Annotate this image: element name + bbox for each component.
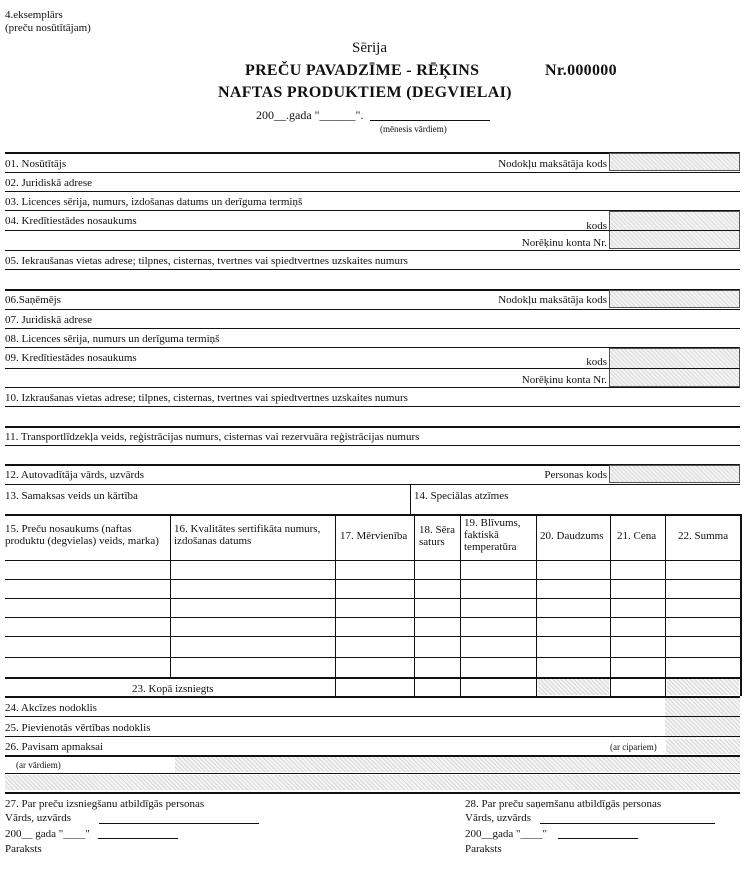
receiver-signature-label: Paraksts <box>465 843 502 855</box>
total-label: 23. Kopā izsniegts <box>132 683 214 695</box>
table-row <box>5 617 740 618</box>
receiver-account-label: Norēķinu konta Nr. <box>521 374 607 386</box>
divider <box>5 172 740 173</box>
payment-field[interactable]: 13. Samaksas veids un kārtība <box>5 490 138 502</box>
personal-code-box[interactable] <box>609 465 740 483</box>
sender-tax-code-box[interactable] <box>609 153 740 171</box>
document-subtitle: NAFTAS PRODUKTIEM (DEGVIELAI) <box>218 84 512 101</box>
vat-field[interactable]: 25. Pievienotās vērtības nodoklis <box>5 722 151 734</box>
receiver-unloading-field[interactable]: 10. Izkraušanas vietas adrese; tilpnes, cisternas, tvertnes vai spiedtvertnes uzskaites numurs <box>5 392 408 404</box>
divider <box>5 426 740 428</box>
divider <box>414 514 415 696</box>
divider <box>610 514 611 696</box>
special-notes-field[interactable]: 14. Speciālas atzīmes <box>414 490 509 502</box>
divider <box>5 230 740 231</box>
divider <box>5 716 740 717</box>
divider <box>5 445 740 446</box>
tax-values-shaded <box>665 698 740 738</box>
receiver-tax-label: Nodokļu maksātāja kods <box>498 294 607 306</box>
month-hint: (mēnesis vārdiem) <box>380 124 447 134</box>
total-sum-shaded <box>667 679 739 695</box>
receiver-bank-field[interactable]: 09. Kredītiestādes nosaukums <box>5 352 137 364</box>
divider <box>5 560 740 561</box>
divider <box>5 792 740 794</box>
issuer-date: 200__ gada "____" <box>5 828 90 840</box>
sender-account-label: Norēķinu konta Nr. <box>521 237 607 249</box>
series-label: Sērija <box>352 40 387 56</box>
month-underline <box>370 120 490 121</box>
receiver-section-title: 28. Par preču saņemšanu atbildīgās personas <box>465 798 662 810</box>
col-sulfur: 18. Sēra saturs <box>419 524 456 548</box>
personal-code-label: Personas kods <box>544 469 607 481</box>
divider <box>460 514 461 696</box>
divider <box>335 514 336 696</box>
sender-license-field[interactable]: 03. Licences sērija, numurs, izdošanas datums un derīguma termiņš <box>5 196 303 208</box>
transport-field[interactable]: 11. Transportlīdzekļa veids, reģistrācijas numurs, cisternas vai rezervuāra reģistrācijas numurs <box>5 431 420 443</box>
divider <box>740 514 742 696</box>
divider <box>5 696 740 698</box>
divider <box>5 484 740 485</box>
sender-tax-label: Nodokļu maksātāja kods <box>498 158 607 170</box>
sender-loading-field[interactable]: 05. Iekraušanas vietas adrese; tilpnes, cisternas, tvertnes vai spiedtvertnes uzskaites numurs <box>5 255 408 267</box>
words-shaded-2 <box>5 775 740 790</box>
col-quantity: 20. Daudzums <box>540 530 604 542</box>
divider <box>5 514 740 516</box>
col-density: 19. Blīvums, faktiskā temperatūra <box>464 517 521 553</box>
document-number: Nr.000000 <box>545 62 617 79</box>
divider <box>410 484 411 514</box>
receiver-name-label: Vārds, uzvārds <box>465 812 531 824</box>
divider <box>5 309 740 310</box>
issuer-signature-label: Paraksts <box>5 843 42 855</box>
excise-tax-field[interactable]: 24. Akcīzes nodoklis <box>5 702 97 714</box>
divider <box>5 269 740 270</box>
issuer-name-input[interactable] <box>99 823 259 824</box>
driver-field[interactable]: 12. Autovadītāja vārds, uzvārds <box>5 469 144 481</box>
sender-name-field[interactable]: 01. Nosūtītājs <box>5 158 67 170</box>
receiver-kods-label: kods <box>586 356 607 368</box>
divider <box>665 514 666 696</box>
table-row <box>5 657 740 658</box>
document-title: PREČU PAVADZĪME - RĒĶINS <box>245 62 480 79</box>
divider <box>5 677 740 679</box>
copy-label: 4.eksemplārs <box>5 9 63 21</box>
col-product: 15. Preču nosaukums (naftas produktu (degvielas) veids, marka) <box>5 523 159 547</box>
divider <box>5 328 740 329</box>
divider <box>5 736 740 737</box>
divider <box>5 368 740 369</box>
digits-shaded <box>666 739 740 754</box>
sender-kods-label: kods <box>586 220 607 232</box>
col-unit: 17. Mērvienība <box>340 530 408 542</box>
col-certificate: 16. Kvalitātes sertifikāta numurs, izdošanas datums <box>174 523 321 547</box>
receiver-license-field[interactable]: 08. Licences sērija, numurs un derīguma termiņš <box>5 333 220 345</box>
copy-recipient: (preču nosūtītājam) <box>5 22 91 34</box>
issuer-section-title: 27. Par preču izsniegšanu atbildīgās personas <box>5 798 205 810</box>
date-line: 200__.gada "______". <box>256 108 364 122</box>
divider <box>5 191 740 192</box>
col-sum: 22. Summa <box>678 530 729 542</box>
receiver-tax-code-box[interactable] <box>609 290 740 308</box>
issuer-name-label: Vārds, uzvārds <box>5 812 71 824</box>
words-shaded <box>175 757 740 772</box>
receiver-date-input[interactable] <box>558 838 638 839</box>
table-row <box>5 636 740 637</box>
in-words-hint: (ar vārdiem) <box>16 760 61 770</box>
col-price: 21. Cena <box>617 530 657 542</box>
table-row <box>5 579 740 580</box>
table-row <box>5 598 740 599</box>
divider <box>5 773 740 774</box>
receiver-name-field[interactable]: 06.Saņēmējs <box>5 294 61 306</box>
divider <box>5 387 740 388</box>
divider <box>536 514 537 696</box>
receiver-date: 200__gada "____" <box>465 828 547 840</box>
receiver-address-field[interactable]: 07. Juridiskā adrese <box>5 314 93 326</box>
total-qty-shaded <box>538 679 609 695</box>
receiver-name-input[interactable] <box>540 823 715 824</box>
total-payment-field[interactable]: 26. Pavisam apmaksai <box>5 741 104 753</box>
sender-bank-field[interactable]: 04. Kredītiestādes nosaukums <box>5 215 137 227</box>
divider <box>5 250 740 251</box>
divider <box>170 514 171 677</box>
issuer-date-input[interactable] <box>98 838 178 839</box>
in-digits-hint: (ar cipariem) <box>610 742 657 752</box>
divider <box>5 406 740 407</box>
sender-address-field[interactable]: 02. Juridiskā adrese <box>5 177 93 189</box>
